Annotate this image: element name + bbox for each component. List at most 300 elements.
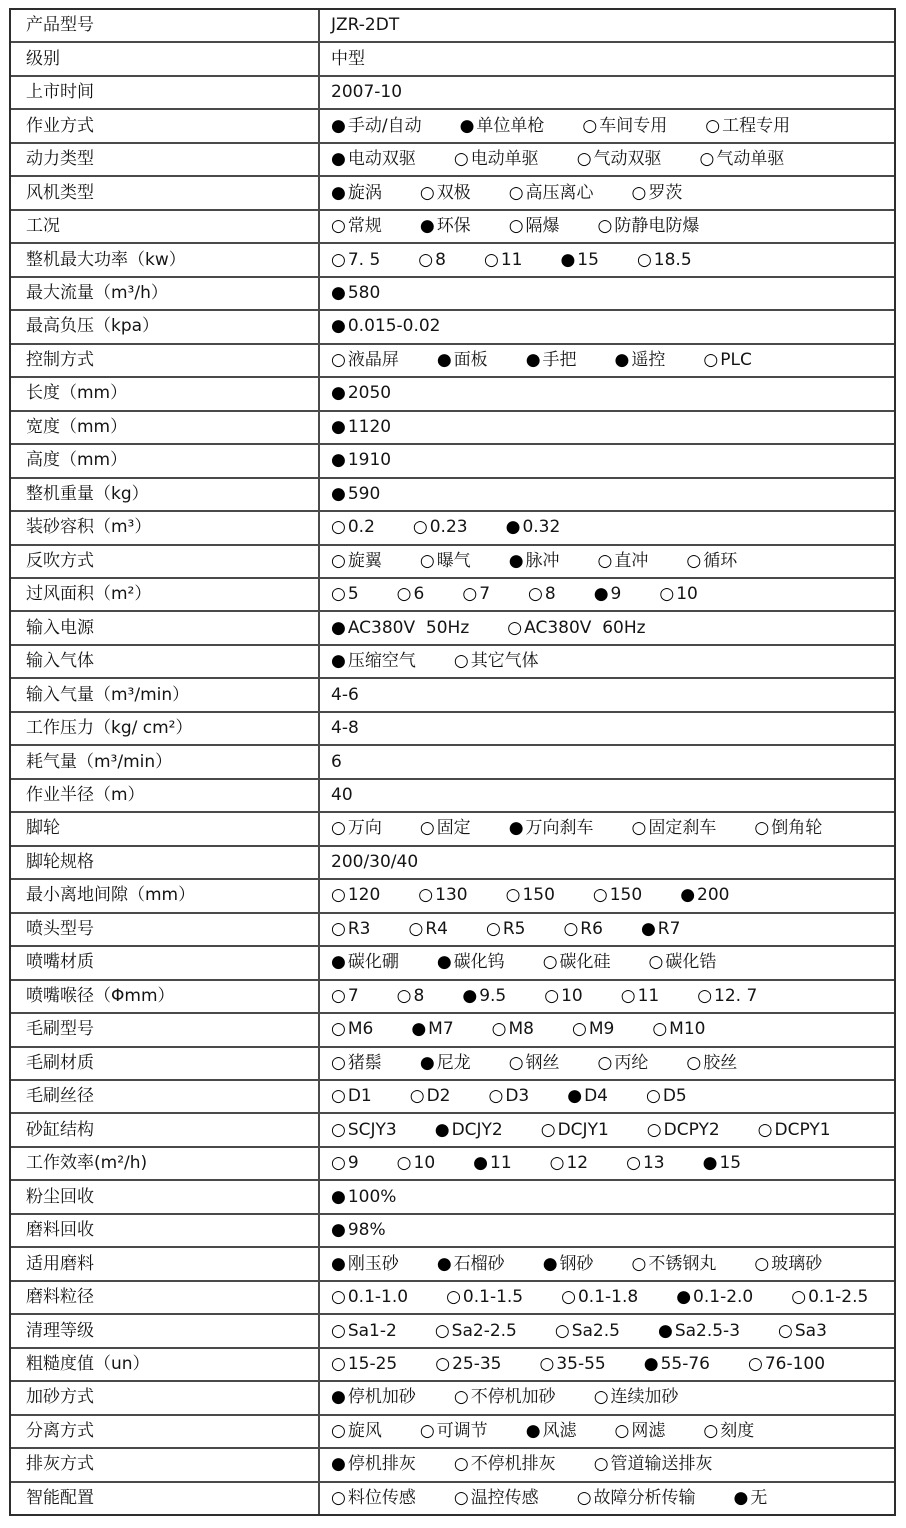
- radio-selected-icon: ●: [434, 1119, 450, 1140]
- spec-option[interactable]: [331, 218, 382, 235]
- spec-option-label: DCJY2: [451, 1119, 503, 1140]
- spec-option[interactable]: [597, 550, 649, 571]
- radio-unselected-icon: ○: [331, 550, 346, 571]
- spec-label-cell: [11, 1181, 320, 1212]
- spec-option[interactable]: [657, 1320, 741, 1341]
- radio-selected-icon: ●: [643, 1353, 659, 1374]
- radio-selected-icon: ●: [657, 1320, 673, 1341]
- radio-unselected-icon: ○: [331, 349, 346, 370]
- spec-option-label: 遥控: [631, 349, 666, 370]
- spec-option-label: 7: [347, 985, 359, 1006]
- spec-option[interactable]: [446, 1289, 523, 1306]
- radio-selected-icon: ●: [473, 1153, 488, 1174]
- spec-option-label: 隔爆: [525, 216, 560, 237]
- spec-option[interactable]: [331, 887, 380, 904]
- spec-option[interactable]: [435, 1353, 502, 1374]
- spec-option-label: Sa3: [794, 1320, 827, 1341]
- spec-option[interactable]: [567, 1088, 608, 1105]
- spec-label-cell: [11, 512, 320, 543]
- spec-value-cell: [320, 77, 894, 108]
- spec-label: 毛刷丝径: [26, 1086, 94, 1107]
- spec-option-label: 可调节: [436, 1420, 488, 1441]
- spec-option[interactable]: [597, 1052, 649, 1073]
- spec-option-label: 0.1-1.5: [462, 1287, 524, 1308]
- spec-option-label: 车间专用: [599, 115, 668, 136]
- radio-unselected-icon: ○: [697, 985, 713, 1006]
- spec-option[interactable]: [331, 151, 416, 168]
- spec-row: [11, 376, 894, 409]
- spec-option-label: 200: [697, 885, 730, 906]
- spec-option-label: 0.32: [522, 517, 561, 538]
- spec-row: [11, 1112, 894, 1145]
- spec-option[interactable]: [331, 1487, 416, 1508]
- spec-option[interactable]: [419, 1052, 471, 1073]
- spec-option[interactable]: [331, 1456, 416, 1473]
- spec-row: [11, 1447, 894, 1480]
- spec-row: [11, 1481, 894, 1514]
- spec-row: [11, 276, 894, 309]
- spec-option[interactable]: [572, 1021, 614, 1038]
- spec-option[interactable]: [331, 1253, 399, 1274]
- radio-unselected-icon: ○: [659, 584, 675, 605]
- radio-unselected-icon: ○: [597, 1052, 613, 1073]
- spec-option[interactable]: [582, 115, 668, 136]
- spec-row: [11, 1213, 894, 1246]
- spec-row: [11, 912, 894, 945]
- radio-selected-icon: ●: [331, 1454, 346, 1475]
- radio-selected-icon: ●: [508, 818, 524, 839]
- spec-option[interactable]: [703, 1420, 755, 1441]
- radio-selected-icon: ●: [640, 918, 656, 939]
- spec-option[interactable]: [411, 1021, 453, 1038]
- spec-option[interactable]: [419, 182, 471, 203]
- spec-option[interactable]: [506, 887, 555, 904]
- radio-unselected-icon: ○: [576, 149, 592, 170]
- radio-selected-icon: ●: [331, 115, 346, 136]
- spec-option[interactable]: [396, 985, 425, 1006]
- spec-option[interactable]: [454, 1389, 556, 1406]
- spec-option[interactable]: [631, 182, 683, 203]
- spec-row: [11, 1046, 894, 1079]
- spec-option-label: 1120: [347, 416, 392, 437]
- radio-selected-icon: ●: [331, 1387, 346, 1408]
- spec-option[interactable]: [410, 1088, 451, 1105]
- spec-option[interactable]: [420, 218, 471, 235]
- spec-option[interactable]: [636, 249, 692, 270]
- spec-option-label: 无: [750, 1487, 768, 1508]
- radio-selected-icon: ●: [331, 182, 346, 203]
- spec-option-label: 固定刹车: [648, 818, 717, 839]
- spec-option[interactable]: [791, 1289, 868, 1306]
- spec-label-cell: [11, 211, 320, 242]
- spec-label: 磨料回收: [26, 1220, 94, 1241]
- spec-option[interactable]: [594, 1456, 713, 1473]
- radio-unselected-icon: ○: [614, 1420, 630, 1441]
- spec-label: 最大流量（m³/h）: [26, 282, 168, 303]
- spec-option[interactable]: [331, 1088, 372, 1105]
- spec-option[interactable]: [778, 1320, 827, 1341]
- spec-option-label: D1: [347, 1086, 372, 1107]
- spec-option[interactable]: [594, 586, 622, 603]
- spec-option[interactable]: [703, 1155, 741, 1172]
- spec-option[interactable]: [331, 550, 382, 571]
- spec-option[interactable]: [418, 249, 446, 270]
- spec-option[interactable]: [697, 985, 758, 1006]
- spec-option[interactable]: [408, 918, 448, 939]
- spec-option[interactable]: [626, 1155, 664, 1172]
- spec-option[interactable]: [649, 954, 717, 971]
- spec-option[interactable]: [593, 887, 642, 904]
- spec-option-label: 0.1-1.8: [577, 1287, 639, 1308]
- spec-option-label: 不停机加砂: [470, 1387, 556, 1408]
- spec-option[interactable]: [525, 349, 577, 370]
- spec-option[interactable]: [509, 820, 594, 837]
- spec-value: 200/30/40: [331, 851, 419, 872]
- spec-row: [11, 1280, 894, 1313]
- spec-option[interactable]: [331, 416, 392, 437]
- spec-option-label: R5: [502, 918, 526, 939]
- spec-option-label: 循环: [703, 550, 738, 571]
- spec-label: 粉尘回收: [26, 1186, 94, 1207]
- spec-option[interactable]: [331, 1389, 416, 1406]
- spec-option[interactable]: [420, 820, 471, 837]
- radio-unselected-icon: ○: [554, 1320, 570, 1341]
- spec-option[interactable]: [331, 820, 382, 837]
- spec-label-cell: [11, 77, 320, 108]
- radio-unselected-icon: ○: [528, 584, 543, 605]
- spec-option[interactable]: [508, 550, 560, 571]
- spec-option[interactable]: [436, 349, 488, 370]
- spec-option[interactable]: [331, 318, 441, 335]
- spec-option[interactable]: [528, 586, 556, 603]
- spec-option[interactable]: [454, 151, 539, 168]
- spec-value-cell: [320, 1416, 894, 1447]
- spec-value-cell: [320, 1315, 894, 1346]
- spec-option[interactable]: [434, 1320, 517, 1341]
- spec-label: 喷嘴喉径（Φmm）: [26, 985, 175, 1006]
- spec-option[interactable]: [544, 985, 583, 1006]
- spec-option[interactable]: [508, 1052, 560, 1073]
- spec-option-label: 旋风: [347, 1420, 382, 1441]
- radio-selected-icon: ●: [676, 1287, 692, 1308]
- spec-option[interactable]: [754, 820, 822, 837]
- spec-option[interactable]: [413, 519, 468, 536]
- spec-option-label: R4: [425, 918, 448, 939]
- spec-option[interactable]: [331, 617, 470, 638]
- spec-option[interactable]: [508, 182, 594, 203]
- spec-option[interactable]: [331, 586, 359, 603]
- spec-option-label: R6: [580, 918, 603, 939]
- spec-option-label: 98%: [347, 1220, 386, 1241]
- spec-option[interactable]: [542, 1253, 594, 1274]
- spec-option-label: 15: [719, 1153, 742, 1174]
- spec-option-label: 气动双驱: [593, 149, 662, 170]
- spec-option[interactable]: [492, 1021, 534, 1038]
- spec-option[interactable]: [418, 887, 467, 904]
- spec-option-label: 0.015-0.02: [347, 316, 441, 337]
- spec-option-label: 固定: [436, 818, 471, 839]
- spec-row: [11, 242, 894, 275]
- radio-unselected-icon: ○: [631, 1253, 647, 1274]
- spec-option[interactable]: [437, 954, 505, 971]
- spec-option[interactable]: [676, 1289, 753, 1306]
- spec-option[interactable]: [462, 985, 507, 1006]
- spec-option[interactable]: [331, 653, 416, 670]
- spec-value-cell: [320, 345, 894, 376]
- spec-label: 控制方式: [26, 349, 94, 370]
- spec-row: [11, 75, 894, 108]
- spec-row: [11, 878, 894, 911]
- spec-option[interactable]: [331, 182, 382, 203]
- spec-label-cell: [11, 679, 320, 710]
- spec-option[interactable]: [539, 1353, 606, 1374]
- spec-value-cell: [320, 847, 894, 878]
- spec-option[interactable]: [560, 249, 599, 270]
- radio-unselected-icon: ○: [778, 1320, 793, 1341]
- spec-option-label: 8: [544, 584, 556, 605]
- spec-value-cell: [320, 646, 894, 677]
- spec-value-cell: [320, 746, 894, 777]
- spec-value-cell: [320, 1148, 894, 1179]
- spec-option-label: R7: [657, 918, 681, 939]
- spec-option[interactable]: [331, 1353, 398, 1374]
- radio-unselected-icon: ○: [561, 1287, 576, 1308]
- spec-label: 最高负压（kpa）: [26, 316, 160, 337]
- spec-option[interactable]: [419, 1420, 488, 1441]
- spec-option[interactable]: [331, 519, 375, 536]
- spec-option[interactable]: [659, 586, 697, 603]
- spec-option-label: 5: [347, 584, 359, 605]
- spec-option[interactable]: [563, 918, 603, 939]
- spec-option[interactable]: [554, 1320, 620, 1341]
- spec-row: [11, 811, 894, 844]
- spec-label-cell: [11, 1282, 320, 1313]
- spec-option[interactable]: [640, 918, 681, 939]
- spec-value: 40: [331, 785, 353, 806]
- spec-option[interactable]: [543, 954, 611, 971]
- spec-option[interactable]: [397, 1155, 435, 1172]
- spec-row: [11, 1146, 894, 1179]
- spec-value-cell: [320, 211, 894, 242]
- spec-label: 上市时间: [26, 82, 94, 103]
- spec-option[interactable]: [705, 115, 791, 136]
- spec-value: JZR-2DT: [331, 15, 400, 36]
- spec-option[interactable]: [331, 1052, 382, 1073]
- spec-value-cell: [320, 1048, 894, 1079]
- spec-option-label: 35-55: [556, 1353, 606, 1374]
- spec-label-cell: [11, 1315, 320, 1346]
- spec-option[interactable]: [525, 1420, 577, 1441]
- spec-label-cell: [11, 43, 320, 74]
- spec-value-cell: [320, 914, 894, 945]
- spec-option[interactable]: [331, 954, 399, 971]
- radio-unselected-icon: ○: [483, 249, 499, 270]
- radio-selected-icon: ●: [331, 1253, 346, 1274]
- spec-row: [11, 1414, 894, 1447]
- spec-option-label: 10: [676, 584, 698, 605]
- spec-option[interactable]: [614, 349, 666, 370]
- spec-option[interactable]: [594, 1389, 679, 1406]
- spec-label: 动力类型: [26, 149, 94, 170]
- spec-option[interactable]: [331, 918, 371, 939]
- spec-option-label: 网滤: [631, 1420, 666, 1441]
- spec-option-label: 碳化硅: [559, 952, 611, 973]
- spec-row: [11, 175, 894, 208]
- spec-option[interactable]: [331, 1289, 408, 1306]
- radio-unselected-icon: ○: [597, 550, 613, 571]
- spec-option[interactable]: [434, 1119, 503, 1140]
- spec-value-cell: [320, 10, 894, 41]
- spec-row: [11, 309, 894, 342]
- spec-value: 4-6: [331, 684, 359, 705]
- radio-selected-icon: ●: [419, 1052, 435, 1073]
- spec-option[interactable]: [331, 249, 381, 270]
- spec-option[interactable]: [680, 887, 729, 904]
- spec-option[interactable]: [577, 151, 662, 168]
- radio-unselected-icon: ○: [331, 584, 346, 605]
- radio-unselected-icon: ○: [597, 216, 613, 237]
- spec-value-cell: [320, 278, 894, 309]
- spec-option[interactable]: [419, 550, 471, 571]
- spec-option[interactable]: [748, 1353, 826, 1374]
- spec-option[interactable]: [733, 1487, 768, 1508]
- spec-option-label: PLC: [720, 349, 752, 370]
- spec-option-label: 连续加砂: [610, 1387, 679, 1408]
- spec-option[interactable]: [506, 519, 561, 536]
- spec-label-cell: [11, 10, 320, 41]
- spec-row: [11, 1012, 894, 1045]
- spec-value-cell: [320, 244, 894, 275]
- spec-option[interactable]: [331, 282, 381, 303]
- spec-option[interactable]: [485, 918, 526, 939]
- spec-option[interactable]: [754, 1253, 823, 1274]
- spec-option[interactable]: [700, 151, 785, 168]
- spec-option[interactable]: [632, 820, 717, 837]
- spec-label-cell: [11, 1114, 320, 1145]
- spec-label: 工作压力（kg/ cm²）: [26, 718, 193, 739]
- spec-option[interactable]: [397, 586, 425, 603]
- radio-unselected-icon: ○: [508, 1052, 524, 1073]
- radio-selected-icon: ●: [733, 1487, 749, 1508]
- spec-option[interactable]: [540, 1119, 609, 1140]
- spec-option-label: 18.5: [653, 249, 692, 270]
- spec-option-label: 刚玉砂: [347, 1253, 399, 1274]
- spec-row: [11, 945, 894, 978]
- spec-option-label: D4: [584, 1086, 608, 1107]
- spec-option[interactable]: [598, 218, 700, 235]
- spec-option[interactable]: [509, 218, 560, 235]
- spec-option[interactable]: [436, 1253, 505, 1274]
- spec-option[interactable]: [331, 1186, 397, 1207]
- spec-option[interactable]: [483, 249, 523, 270]
- spec-value-cell: [320, 1382, 894, 1413]
- spec-label: 分离方式: [26, 1420, 94, 1441]
- spec-option[interactable]: [331, 452, 391, 469]
- spec-option[interactable]: [331, 385, 391, 402]
- spec-label: 磨料粒径: [26, 1287, 94, 1308]
- spec-value-cell: [320, 813, 894, 844]
- spec-option[interactable]: [331, 115, 422, 136]
- spec-option[interactable]: [507, 617, 646, 638]
- spec-option[interactable]: [331, 1155, 359, 1172]
- spec-option[interactable]: [614, 1420, 666, 1441]
- spec-value-cell: [320, 1282, 894, 1313]
- spec-option-label: 10: [561, 985, 583, 1006]
- radio-unselected-icon: ○: [485, 918, 501, 939]
- spec-label-cell: [11, 713, 320, 744]
- spec-label: 工作效率(m²/h): [26, 1153, 148, 1174]
- spec-option[interactable]: [686, 1052, 738, 1073]
- radio-unselected-icon: ○: [652, 1019, 668, 1040]
- spec-option[interactable]: [646, 1119, 720, 1140]
- spec-option-label: 旋翼: [347, 550, 382, 571]
- spec-option[interactable]: [576, 1487, 696, 1508]
- spec-option[interactable]: [331, 1320, 397, 1341]
- spec-option[interactable]: [620, 985, 660, 1006]
- radio-unselected-icon: ○: [331, 985, 346, 1006]
- spec-option[interactable]: [453, 1487, 539, 1508]
- spec-option[interactable]: [631, 1253, 717, 1274]
- spec-option[interactable]: [459, 115, 545, 136]
- spec-label: 毛刷材质: [26, 1052, 94, 1073]
- spec-option[interactable]: [331, 1021, 373, 1038]
- spec-row: [11, 1246, 894, 1279]
- spec-option[interactable]: [454, 653, 539, 670]
- spec-option-label: 8: [413, 985, 425, 1006]
- spec-option[interactable]: [331, 1222, 386, 1239]
- spec-option-label: 玻璃砂: [771, 1253, 823, 1274]
- spec-option[interactable]: [331, 483, 381, 504]
- spec-row: [11, 744, 894, 777]
- spec-option[interactable]: [703, 349, 752, 370]
- spec-option[interactable]: [331, 985, 359, 1006]
- spec-option-label: 环保: [436, 216, 471, 237]
- spec-option[interactable]: [331, 1119, 397, 1140]
- spec-value-cell: [320, 144, 894, 175]
- spec-option[interactable]: [643, 1353, 710, 1374]
- spec-option[interactable]: [331, 349, 399, 370]
- spec-option-label: 0.1-2.5: [808, 1287, 869, 1308]
- spec-option[interactable]: [473, 1155, 511, 1172]
- spec-option[interactable]: [686, 550, 738, 571]
- spec-row: [11, 677, 894, 710]
- spec-label-cell: [11, 1081, 320, 1112]
- spec-option[interactable]: [462, 586, 490, 603]
- spec-row: [11, 1313, 894, 1346]
- radio-unselected-icon: ○: [791, 1287, 807, 1308]
- spec-label: 作业方式: [26, 115, 94, 136]
- radio-unselected-icon: ○: [331, 1320, 346, 1341]
- radio-selected-icon: ●: [462, 985, 478, 1006]
- spec-option-label: 6: [413, 584, 425, 605]
- spec-row: [11, 1079, 894, 1112]
- radio-selected-icon: ●: [331, 416, 346, 437]
- spec-option-label: 590: [347, 483, 381, 504]
- spec-label-cell: [11, 1048, 320, 1079]
- spec-label-cell: [11, 880, 320, 911]
- spec-option[interactable]: [550, 1155, 588, 1172]
- spec-option[interactable]: [646, 1088, 687, 1105]
- radio-unselected-icon: ○: [748, 1353, 763, 1374]
- spec-option[interactable]: [331, 1420, 382, 1441]
- spec-option[interactable]: [454, 1456, 556, 1473]
- spec-label: 整机重量（kg）: [26, 483, 149, 504]
- spec-option[interactable]: [489, 1088, 530, 1105]
- spec-option[interactable]: [652, 1021, 705, 1038]
- spec-option[interactable]: [757, 1119, 831, 1140]
- radio-unselected-icon: ○: [593, 1454, 609, 1475]
- spec-option[interactable]: [561, 1289, 638, 1306]
